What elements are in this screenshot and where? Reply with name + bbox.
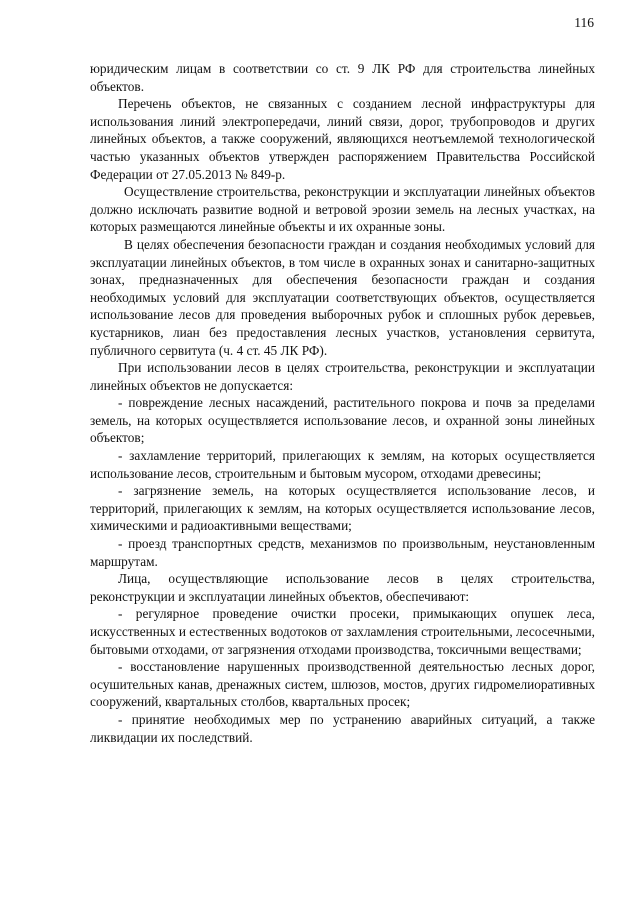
list-item-driving: - проезд транспортных средств, механизмов по произвольным, неустановленным маршрутам. [90, 536, 595, 569]
paragraph-erosion: Осуществление строительства, реконструкции и эксплуатации линейных объектов должно исключать развитие водной и ветровой эрозии земель на лесных участках, на которых размещаются линейные объекты и их охранные зоны. [90, 184, 595, 235]
document-body [90, 60, 595, 746]
paragraph-objects-list: Перечень объектов, не связанных с созданием лесной инфраструктуры для использования линий электропередачи, линий связи, дорог, трубопроводов и других линейных объектов, а также сооружений, являющихся неотъемлемой технологической частью указанных объектов утвержден распоряжением Правительства Российской Федерации от 27.05.2013 № 849-р. [90, 96, 595, 182]
paragraph-obligations-intro: Лица, осуществляющие использование лесов в целях строительства, реконструкции и эксплуатации линейных объектов, обеспечивают: [90, 571, 595, 604]
paragraph-not-allowed-intro: При использовании лесов в целях строительства, реконструкции и эксплуатации линейных объектов не допускается: [90, 360, 595, 393]
list-item-pollution: - загрязнение земель, на которых осуществляется использование лесов, и территорий, прилегающих к землям, на которых осуществляется использование лесов, химическими и радиоактивными веществами; [90, 483, 595, 534]
list-item-littering: - захламление территорий, прилегающих к землям, на которых осуществляется использование лесов, строительным и бытовым мусором, отходами древесины; [90, 448, 595, 481]
list-item-damage: - повреждение лесных насаждений, растительного покрова и почв за пределами земель, на которых осуществляется использование лесов, и охранной зоны линейных объектов; [90, 395, 595, 446]
list-item-emergency: - принятие необходимых мер по устранению аварийных ситуаций, а также ликвидации их последствий. [90, 711, 595, 745]
list-item-restoration: - восстановление нарушенных производственной деятельностью лесных дорог, осушительных канав, дренажных систем, шлюзов, мостов, других гидромелиоративных сооружений, квартальных столбов, квартальных просек; [90, 659, 595, 710]
page-number: 116 [574, 15, 594, 30]
paragraph-safety: В целях обеспечения безопасности граждан и создания необходимых условий для эксплуатации линейных объектов, в том числе в охранных зонах и санитарно-защитных зонах, предназначенных для обеспечения безопасности граждан и создания необходимых условий для эксплуатации соответствующих объектов, осуществляется использование лесов для проведения выборочных рубок и сплошных рубок деревьев, кустарников, лиан без предоставления лесных участков, установления сервитута, публичного сервитута (ч. 4 ст. 45 ЛК РФ). [90, 236, 595, 358]
paragraph-continuation: юридическим лицам в соответствии со ст. 9 ЛК РФ для строительства линейных объектов. [90, 61, 595, 94]
list-item-cleaning: - регулярное проведение очистки просеки, примыкающих опушек леса, искусственных и естественных водотоков от захламления строительными, лесосечными, бытовыми отходами, от загрязнения отходами производства, токсичными веществами; [90, 606, 595, 657]
